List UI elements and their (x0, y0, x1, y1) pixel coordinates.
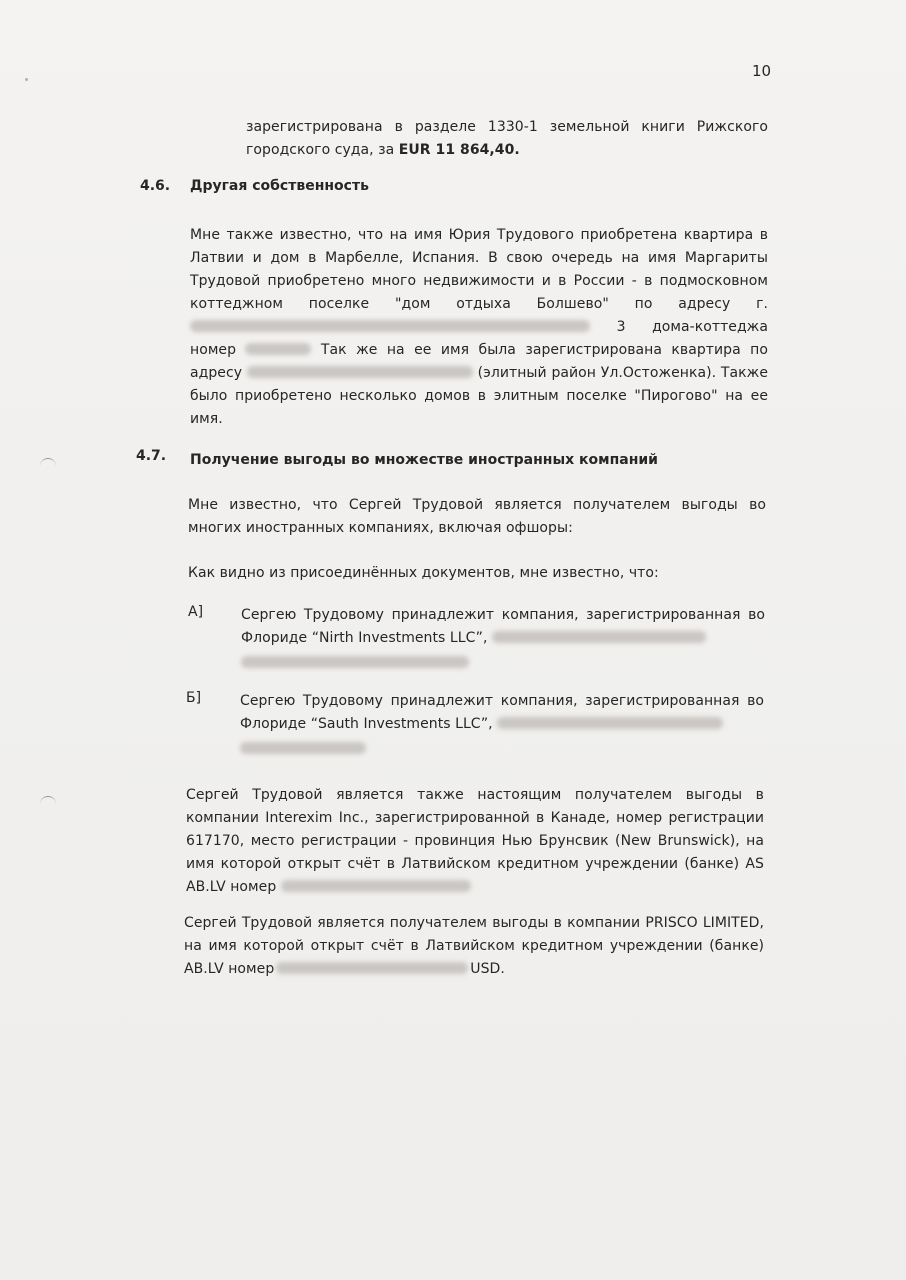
section-number: 4.6. (140, 178, 171, 194)
redacted-company-info (240, 742, 366, 754)
section-title: Другая собственность (190, 178, 369, 194)
prisco-currency: USD. (470, 961, 505, 977)
list-item-text: Сергею Трудовому принадлежит компания, зарегистрированная во Флориде “Sauth Investments LLC”, (240, 693, 764, 732)
binder-hole-mark (40, 796, 56, 805)
redacted-number (245, 343, 311, 355)
list-item (241, 604, 765, 668)
redacted-address (247, 366, 473, 378)
prisco-paragraph (184, 912, 764, 981)
scan-speck (25, 78, 28, 81)
beneficiary-paragraph: Мне известно, что Сергей Трудовой является получателем выгоды во многих иностранных компаниях, включая офшоры: (188, 497, 766, 536)
binder-hole-mark (40, 458, 56, 467)
interexim-text: Сергей Трудовой является также настоящим получателем выгоды в компании Interexim Inc., зарегистрированной в Канаде, номер регистрации 617170, место регистрации - провинция Нью Брунсвик (New Brunswick), на имя которой открыт счёт в Латвийском кредитном учреждении (банке) AS AB.LV номер (186, 787, 764, 895)
intro-paragraph (246, 116, 768, 162)
redacted-company-info (241, 656, 469, 668)
documents-intro: Как видно из присоединённых документов, мне известно, что: (188, 565, 659, 581)
list-item-text: Сергею Трудовому принадлежит компания, зарегистрированная во Флориде “Nirth Investments LLC”, (241, 607, 765, 646)
redacted-address (190, 320, 590, 332)
section-number: 4.7. (136, 448, 167, 464)
property-text: Мне также известно, что на имя Юрия Трудового приобретена квартира в Латвии и дом в Марбелле, Испания. В свою очередь на имя Маргариты Трудовой приобретено много недвижимости и в России - в подмосковном коттеджном поселке "дом отдыха Болшево" по адресу г. (190, 227, 768, 312)
redacted-company-info (497, 717, 723, 729)
property-text: Так же на ее имя была зарегистрирована квартира по адресу (190, 342, 768, 381)
section-4-6-paragraph (190, 224, 768, 431)
page-number: 10 (752, 62, 772, 80)
intro-text: зарегистрирована в разделе 1330-1 земельной книги Рижского городского суда, за (246, 119, 768, 158)
list-marker: Б] (186, 690, 202, 706)
redacted-account-number (281, 880, 471, 892)
interexim-paragraph (186, 784, 764, 899)
redacted-account-number (276, 962, 468, 974)
property-text: 3 дома-коттеджа (616, 319, 768, 335)
section-title: Получение выгоды во множестве иностранных компаний (190, 452, 658, 468)
prisco-text: Сергей Трудовой является получателем выгоды в компании PRISCO LIMITED, на имя которой открыт счёт в Латвийском кредитном учреждении (банке) AB.LV номер (184, 915, 764, 977)
intro-amount: EUR 11 864,40. (398, 142, 520, 158)
property-text: номер (190, 342, 237, 358)
property-text: (элитный район Ул.Остоженка). Также было приобретено несколько домов в элитным поселке "Пирогово" на ее имя. (190, 365, 768, 427)
redacted-company-info (492, 631, 706, 643)
list-marker: А] (188, 604, 204, 620)
list-item (240, 690, 764, 754)
